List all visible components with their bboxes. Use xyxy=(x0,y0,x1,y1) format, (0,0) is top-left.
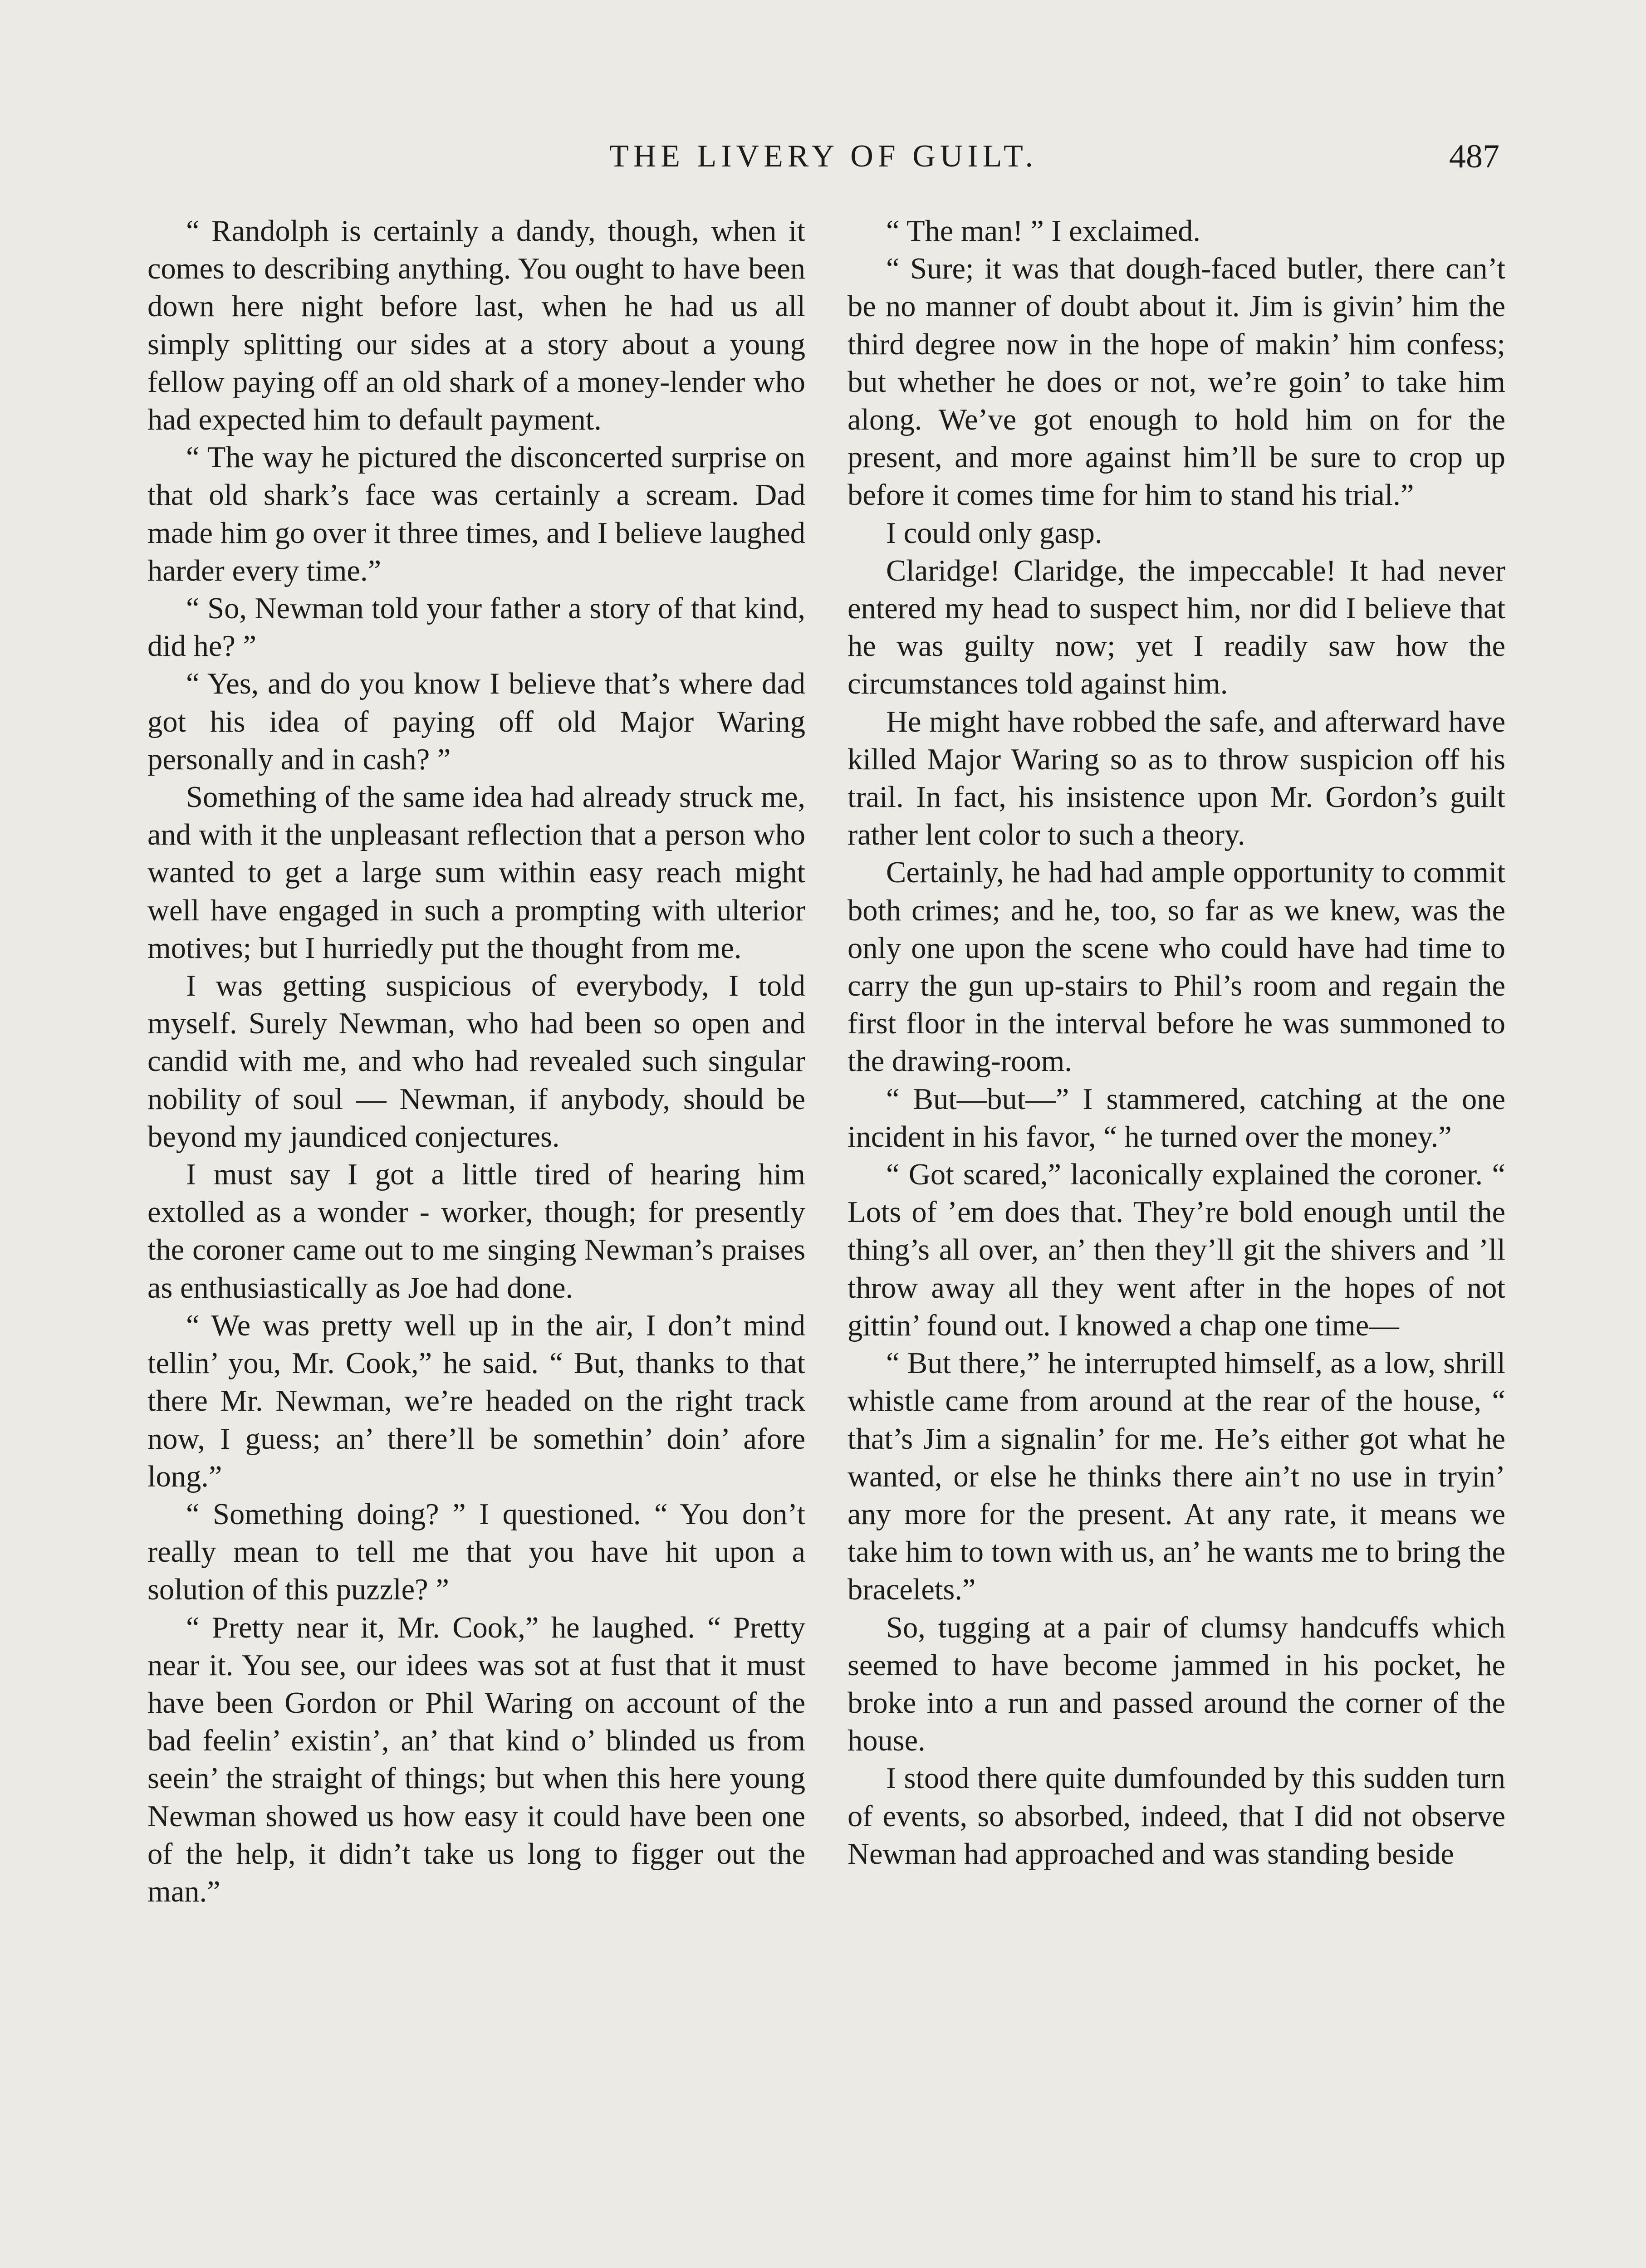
paragraph: I could only gasp. xyxy=(886,516,1102,550)
text-column-left xyxy=(147,212,805,1911)
paragraph: Claridge! Claridge, the impeccable! It had never entered my head to suspect him, nor did I believe that he was guilty now; yet I readily saw how the circumstances told against him. xyxy=(847,554,1505,701)
paragraph: So, tugging at a pair of clumsy handcuffs which seemed to have become jammed in his pocket, he broke into a run and passed around the corner of the house. xyxy=(847,1611,1505,1758)
paragraph: “ Sure; it was that dough-faced butler, there can’t be no manner of doubt about it. Jim is givin’ him the third degree now in the hope of makin’ him confess; but whether he does or not, we’re goin’ to take him along. We’ve got enough to hold him on for the present, and more against him’ll be sure to crop up before it comes time for him to stand his trial.” xyxy=(847,252,1505,512)
paragraph: Certainly, he had had ample opportunity to commit both crimes; and he, too, so far as we knew, was the only one upon the scene who could have had time to carry the gun up-stairs to Phil’s room and regain the first floor in the interval before he was summoned to the drawing-room. xyxy=(847,856,1505,1078)
paragraph: “ Randolph is certainly a dandy, though, when it comes to describing anything. You ought to have been down here night before last, when he had us all simply splitting our sides at a story about a young fellow paying off an old shark of a money-lender who had expected him to default payment. xyxy=(147,215,805,437)
paragraph: “ But—but—” I stammered, catching at the one incident in his favor, “ he turned over the money.” xyxy=(847,1082,1505,1154)
paragraph: “ But there,” he interrupted himself, as a low, shrill whistle came from around at the rear of the house, “ that’s Jim a signalin’ for me. He’s either got what he wanted, or else he thinks there ain’t no use in tryin’ any more for the present. At any rate, it means we take him to town with us, an’ he wants me to bring the bracelets.” xyxy=(847,1347,1505,1607)
paragraph: “ The way he pictured the disconcerted surprise on that old shark’s face was certainly a scream. Dad made him go over it three times, and I believe laughed harder every time.” xyxy=(147,441,805,587)
paragraph: I stood there quite dumfounded by this sudden turn of events, so absorbed, indeed, that I did not observe Newman had approached and was standing beside xyxy=(847,1762,1505,1871)
paragraph: “ Got scared,” laconically explained the coroner. “ Lots of ’em does that. They’re bold enough until the thing’s all over, an’ then they’ll git the shivers and ’ll throw away all they went after in the hopes of not gittin’ found out. I knowed a chap one time— xyxy=(847,1158,1505,1342)
paragraph: Something of the same idea had already struck me, and with it the unpleasant reflection that a person who wanted to get a large sum within easy reach might well have engaged in such a prompting with ulterior motives; but I hurriedly put the thought from me. xyxy=(147,781,805,965)
paragraph: “ The man! ” I exclaimed. xyxy=(886,215,1200,248)
paragraph: “ Something doing? ” I questioned. “ You don’t really mean to tell me that you have hit upon a solution of this puzzle? ” xyxy=(147,1497,805,1607)
paragraph: “ So, Newman told your father a story of that kind, did he? ” xyxy=(147,592,805,663)
text-column-right xyxy=(847,212,1505,1873)
paragraph: “ Yes, and do you know I believe that’s where dad got his idea of paying off old Major Waring personally and in cash? ” xyxy=(147,667,805,776)
running-head xyxy=(147,132,1499,181)
paragraph: He might have robbed the safe, and afterward have killed Major Waring so as to throw suspicion off his trail. In fact, his insistence upon Mr. Gordon’s guilt rather lent color to such a theory. xyxy=(847,705,1505,852)
paragraph: I must say I got a little tired of hearing him extolled as a wonder - worker, though; for presently the coroner came out to me singing Newman’s praises as enthusiastically as Joe had done. xyxy=(147,1158,805,1305)
paragraph: I was getting suspicious of everybody, I told myself. Surely Newman, who had been so open and candid with me, and who had revealed such singular nobility of soul — Newman, if anybody, should be beyond my jaundiced conjectures. xyxy=(147,969,805,1154)
running-title: THE LIVERY OF GUILT. xyxy=(609,139,1038,174)
page-number: 487 xyxy=(1449,138,1499,175)
paragraph: “ Pretty near it, Mr. Cook,” he laughed. “ Pretty near it. You see, our idees was sot at fust that it must have been Gordon or Phil Waring on account of the bad feelin’ existin’, an’ that kind o’ blinded us from seein’ the straight of things; but when this here young Newman showed us how easy it could have been one of the help, it didn’t take us long to figger out the man.” xyxy=(147,1611,805,1908)
paragraph: “ We was pretty well up in the air, I don’t mind tellin’ you, Mr. Cook,” he said. “ But, thanks to that there Mr. Newman, we’re headed on the right track now, I guess; an’ there’ll be somethin’ doin’ afore long.” xyxy=(147,1309,805,1493)
